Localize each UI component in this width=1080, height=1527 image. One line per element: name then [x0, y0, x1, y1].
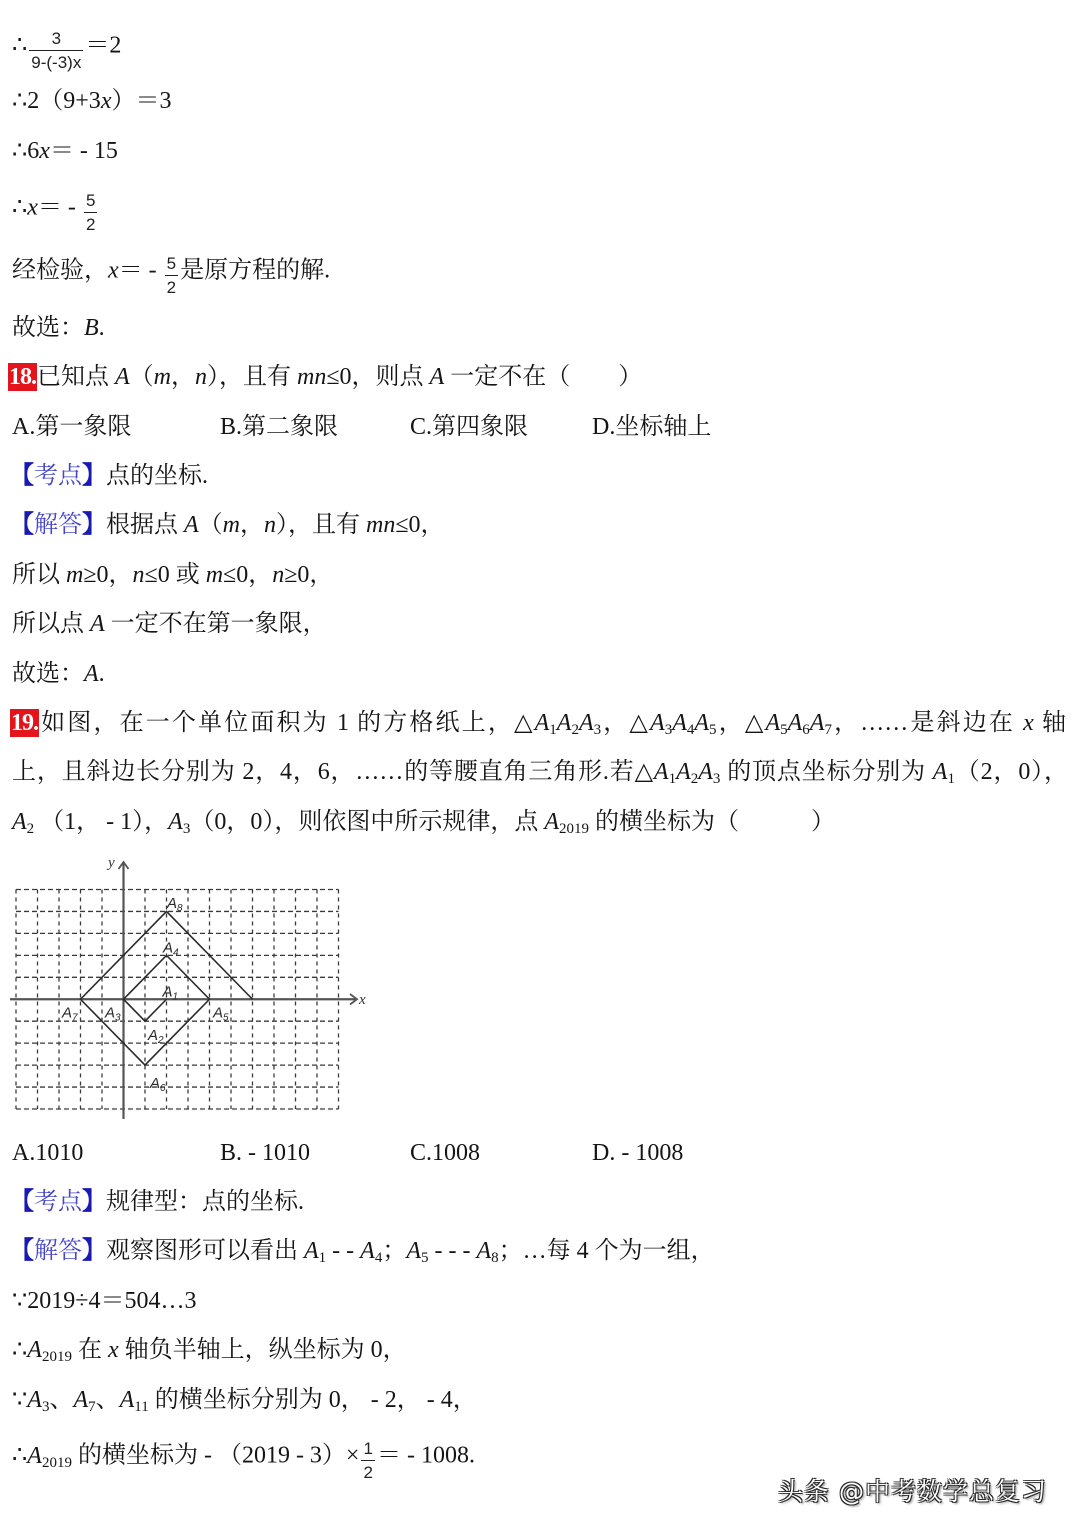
fraction-numerator: 3: [51, 29, 62, 48]
q18-option-c: C.第四象限: [410, 414, 529, 440]
subscript: 1: [668, 771, 677, 787]
q17-solution-line-4: [12, 187, 99, 235]
subscript: 6: [802, 722, 810, 738]
variable-letter: A: [676, 759, 691, 785]
bracket-close: 】: [82, 512, 106, 538]
math-variable: [84, 315, 99, 341]
variable-letter: A: [406, 1238, 421, 1264]
q19-stem-line-3: [12, 807, 835, 837]
q19-stem-line-1: [10, 708, 1066, 738]
variable-letter: A: [12, 809, 27, 835]
q18-option-b: B.第二象限: [220, 414, 339, 440]
text-run: 如图，在一个单位面积为 1 的方格纸上，△: [39, 710, 535, 736]
point-label-subscript: 1: [172, 991, 179, 1003]
subscript: 2019: [41, 1349, 72, 1365]
indexed-point: [476, 1238, 498, 1264]
indexed-point: [544, 809, 589, 835]
text-run: 一定不在第一象限，: [104, 611, 327, 637]
variable-letter: n: [272, 562, 285, 588]
subscript: 3: [593, 722, 602, 738]
section-tag-label: 解答: [34, 1238, 82, 1264]
fraction-numerator: 5: [166, 254, 177, 273]
text-run: 的横坐标分别为 0， - 2， - 4，: [148, 1387, 477, 1413]
section-tag-label: 解答: [34, 512, 82, 538]
q19-knowledge-point: [10, 1187, 304, 1217]
math-variable: [264, 512, 276, 538]
subscript: 5: [780, 722, 788, 738]
variable-letter: A: [809, 710, 825, 736]
text-run: 所以: [12, 562, 66, 588]
indexed-point: [73, 1387, 95, 1413]
text-run: 轴: [1033, 710, 1066, 736]
text-run: ≤0，则点: [326, 364, 430, 390]
question-number-badge: 18.: [9, 364, 36, 391]
q19-solution-line-1: [10, 1236, 715, 1266]
fraction-bar: [361, 1460, 374, 1461]
point-label-subscript: 4: [173, 947, 179, 959]
math-variable: [84, 661, 99, 687]
text-run: ≤0 或: [144, 562, 206, 588]
subscript: 3: [182, 821, 191, 837]
math-variable: [108, 258, 119, 284]
math-variable: [366, 512, 395, 538]
q19-options: [0, 1138, 1080, 1168]
variable-letter: A: [84, 661, 99, 687]
variable-letter: A: [650, 710, 665, 736]
indexed-point: [557, 710, 579, 736]
fraction: [361, 1439, 374, 1483]
variable-letter: A: [27, 1337, 42, 1363]
variable-letter: A: [787, 710, 803, 736]
text-run: 轴负半轴上，纵坐标为 0，: [118, 1337, 407, 1363]
text-run: 、: [95, 1387, 120, 1413]
text-run: 在: [71, 1337, 108, 1363]
indexed-point: [120, 1387, 149, 1413]
subscript: 11: [134, 1399, 149, 1415]
indexed-point: [698, 759, 720, 785]
section-tag: [10, 512, 106, 538]
text-run: ），且有: [276, 512, 367, 538]
variable-letter: m: [205, 562, 224, 588]
text-run: ）＝3: [111, 88, 172, 114]
bracket-open: 【: [10, 1238, 34, 1264]
fraction-denominator: 2: [166, 278, 177, 298]
bracket-open: 【: [10, 463, 34, 489]
subscript: 2019: [559, 821, 590, 837]
math-variable: [101, 88, 112, 114]
variable-letter: A: [184, 512, 199, 538]
fraction-numerator: 1: [363, 1439, 373, 1458]
text-run: （2，0），: [954, 759, 1068, 785]
indexed-point: [672, 710, 694, 736]
point-label-subscript: 8: [177, 902, 183, 914]
text-run: .: [98, 315, 105, 341]
text-run: 经检验，: [12, 257, 108, 284]
text-run: ＝2: [85, 32, 122, 59]
subscript: 1: [947, 771, 955, 787]
math-variable: [430, 364, 445, 390]
text-run: ≤0，: [223, 562, 273, 588]
text-run: - - -: [428, 1238, 477, 1264]
variable-letter: m: [66, 562, 84, 588]
subscript: 5: [709, 722, 717, 738]
text-run: ，△: [716, 710, 766, 736]
subscript: 3: [712, 771, 721, 787]
variable-letter: A: [304, 1238, 319, 1264]
indexed-point: [27, 1443, 72, 1469]
text-run: （: [198, 512, 223, 538]
subscript: 1: [318, 1250, 327, 1266]
point-label-letter: A: [150, 1075, 161, 1093]
indexed-point: [27, 1337, 72, 1363]
fraction-denominator: 9-(-3)x: [31, 53, 82, 73]
variable-letter: A: [168, 809, 183, 835]
q18-solution-line-1: [10, 510, 445, 540]
subscript: 1: [549, 722, 557, 738]
math-variable: [133, 562, 145, 588]
point-label-subscript: 3: [115, 1012, 121, 1024]
math-variable: [206, 562, 223, 588]
point-label-a8: [166, 895, 183, 914]
point-label-subscript: 2: [158, 1035, 164, 1047]
math-variable: [272, 562, 284, 588]
point-label-subscript: 5: [223, 1012, 229, 1024]
variable-letter: A: [578, 710, 594, 736]
bracket-close: 】: [82, 1189, 106, 1215]
subscript: 4: [686, 722, 695, 738]
indexed-point: [788, 710, 810, 736]
text-run: 故选：: [12, 315, 84, 341]
variable-letter: A: [27, 1387, 42, 1413]
q19-solution-line-5: [12, 1435, 475, 1483]
text-run: ≥0，: [83, 562, 133, 588]
variable-letter: A: [90, 611, 105, 637]
fraction-denominator: 2: [363, 1463, 373, 1483]
text-run: ≤0，: [395, 512, 445, 538]
x-axis-label: x: [359, 992, 366, 1008]
q19-option-c: C.1008: [410, 1140, 481, 1166]
point-label-subscript: 6: [160, 1083, 166, 1095]
question-number-badge: 19.: [11, 710, 38, 737]
text-run: ≥0，: [284, 562, 334, 588]
variable-letter: A: [765, 710, 781, 736]
subscript: 4: [374, 1250, 383, 1266]
variable-letter: A: [360, 1238, 375, 1264]
subscript: 5: [421, 1250, 429, 1266]
coordinate-grid-diagram: [0, 845, 380, 1130]
subscript: 2: [26, 821, 35, 837]
variable-letter: A: [534, 710, 550, 736]
text-run: ；: [382, 1238, 407, 1264]
point-label-letter: A: [105, 1004, 116, 1022]
subscript: 8: [491, 1250, 499, 1266]
q19-solution-line-3: [12, 1335, 407, 1365]
y-axis-label: y: [108, 855, 115, 871]
text-run: ，: [240, 512, 265, 538]
text-run: ∴2（9+3: [12, 88, 101, 114]
subscript: 2: [571, 722, 579, 738]
text-run: （: [129, 364, 154, 390]
variable-letter: x: [1023, 710, 1034, 736]
variable-letter: A: [115, 364, 130, 390]
variable-letter: mn: [297, 364, 327, 390]
math-variable: [154, 364, 171, 390]
text-run: 、: [49, 1387, 74, 1413]
q18-option-d: D.坐标轴上: [592, 414, 712, 440]
point-label-subscript: 7: [72, 1012, 78, 1024]
bracket-open: 【: [10, 512, 34, 538]
text-run: （0，0），则依图中所示规律，点: [190, 809, 545, 835]
point-label-a5: [212, 1004, 229, 1023]
section-tag-label: 考点: [34, 463, 82, 489]
text-run: 的顶点坐标分别为: [720, 759, 933, 785]
text-run: ∴: [12, 32, 28, 59]
text-run: 故选：: [12, 661, 84, 687]
math-variable: [66, 562, 83, 588]
variable-letter: x: [100, 88, 112, 114]
q18-knowledge-point: [10, 461, 208, 491]
q17-answer-line: [12, 313, 105, 343]
q19-solution-line-4: [12, 1385, 477, 1415]
point-label-letter: A: [213, 1004, 224, 1022]
indexed-point: [535, 710, 557, 736]
fraction-numerator: 5: [85, 191, 96, 210]
point-label-letter: A: [167, 894, 178, 912]
text-run: 的横坐标为 - （2019 - 3）×: [71, 1442, 360, 1469]
variable-letter: x: [39, 138, 50, 164]
text-run: ∴: [12, 194, 28, 221]
variable-letter: A: [672, 710, 687, 736]
indexed-point: [765, 710, 787, 736]
text-run: - -: [326, 1238, 361, 1264]
point-label-letter: A: [163, 939, 174, 957]
fraction-bar: [84, 212, 97, 213]
q17-solution-line-2: [12, 86, 171, 116]
text-run: ＝ -: [118, 257, 163, 284]
subscript: 2019: [41, 1454, 72, 1471]
q18-stem: [8, 362, 642, 392]
point-label-a1: [162, 983, 179, 1002]
indexed-point: [12, 809, 34, 835]
variable-letter: n: [132, 562, 145, 588]
subscript: 3: [664, 722, 673, 738]
text-run: ，: [171, 364, 196, 390]
bracket-close: 】: [82, 1238, 106, 1264]
variable-letter: B: [84, 315, 99, 341]
variable-letter: A: [694, 710, 710, 736]
q18-answer-line: [12, 659, 105, 689]
math-variable: [108, 1337, 119, 1363]
fraction: [29, 29, 83, 73]
text-run: 规律型：点的坐标.: [106, 1189, 304, 1215]
text-run: ；…每 4 个为一组，: [498, 1238, 715, 1264]
point-label-a3: [104, 1004, 121, 1023]
variable-letter: A: [476, 1238, 492, 1264]
variable-letter: A: [698, 759, 713, 785]
variable-letter: m: [222, 512, 241, 538]
indexed-point: [304, 1238, 326, 1264]
math-variable: [115, 364, 130, 390]
variable-letter: A: [73, 1387, 89, 1413]
q19-solution-line-2: [12, 1286, 196, 1316]
q18-solution-line-2: [12, 560, 333, 590]
text-run: ＝ - 1008.: [376, 1442, 475, 1469]
text-run: 的横坐标为（ ）: [589, 809, 836, 835]
text-run: ＝ - 15: [49, 138, 118, 164]
variable-letter: x: [108, 257, 119, 284]
math-variable: [39, 138, 50, 164]
subscript: 7: [824, 722, 832, 738]
text-run: （1， - 1），: [34, 809, 169, 835]
text-run: .: [98, 661, 105, 687]
q17-solution-line-1: [12, 25, 122, 73]
text-run: ∴: [12, 1442, 28, 1469]
bracket-open: 【: [10, 1189, 34, 1215]
subscript: 2: [690, 771, 699, 787]
variable-letter: A: [932, 759, 948, 785]
point-label-a2: [147, 1027, 164, 1046]
text-run: ∴6: [12, 138, 40, 164]
section-tag: [10, 463, 106, 489]
indexed-point: [579, 710, 601, 736]
q17-solution-line-3: [12, 136, 118, 166]
q19-stem-line-2: [12, 757, 1068, 787]
q19-option-b: B. - 1010: [220, 1140, 310, 1166]
text-run: ，△: [601, 710, 651, 736]
text-run: ∵2019÷4＝504…3: [12, 1288, 197, 1314]
section-tag: [10, 1238, 106, 1264]
variable-letter: x: [107, 1337, 119, 1363]
text-run: 已知点: [37, 364, 115, 390]
indexed-point: [654, 759, 676, 785]
indexed-point: [694, 710, 716, 736]
q17-verification-line: [12, 250, 331, 298]
variable-letter: mn: [366, 512, 396, 538]
variable-letter: A: [429, 364, 445, 390]
math-variable: [297, 364, 326, 390]
math-variable: [1023, 710, 1034, 736]
point-label-letter: A: [162, 983, 173, 1001]
math-variable: [184, 512, 199, 538]
point-label-a6: [149, 1075, 166, 1094]
text-run: ∵: [12, 1387, 28, 1413]
point-label-letter: A: [148, 1027, 159, 1045]
q18-solution-line-3: [12, 609, 327, 639]
variable-letter: A: [556, 710, 572, 736]
subscript: 7: [88, 1399, 96, 1415]
text-run: 一定不在（ ）: [444, 364, 643, 390]
math-variable: [27, 195, 38, 221]
text-run: ＝ -: [37, 194, 82, 221]
fraction-bar: [165, 275, 178, 276]
subscript: 3: [41, 1399, 50, 1415]
indexed-point: [933, 759, 955, 785]
variable-letter: A: [27, 1442, 42, 1469]
indexed-point: [360, 1238, 382, 1264]
text-run: ），且有: [207, 364, 298, 390]
indexed-point: [406, 1238, 428, 1264]
q19-option-a: A.1010: [12, 1140, 84, 1166]
q19-option-d: D. - 1008: [592, 1140, 684, 1166]
bracket-close: 】: [82, 463, 106, 489]
indexed-point: [810, 710, 832, 736]
fraction-bar: [29, 50, 83, 51]
indexed-point: [27, 1387, 49, 1413]
math-variable: [90, 611, 105, 637]
variable-letter: n: [195, 364, 208, 390]
indexed-point: [676, 759, 698, 785]
text-run: ∴: [12, 1337, 28, 1363]
indexed-point: [168, 809, 190, 835]
q18-options: [0, 412, 1080, 442]
text-run: 是原方程的解.: [180, 257, 331, 284]
indexed-point: [650, 710, 672, 736]
section-tag-label: 考点: [34, 1189, 82, 1215]
math-variable: [223, 512, 240, 538]
text-run: ，……是斜边在: [831, 710, 1024, 736]
text-run: 根据点: [106, 512, 184, 538]
variable-letter: x: [27, 194, 38, 221]
point-label-letter: A: [62, 1004, 73, 1022]
fraction: [165, 254, 178, 298]
fraction: [84, 191, 97, 235]
q18-option-a: A.第一象限: [12, 414, 132, 440]
variable-letter: m: [153, 364, 172, 390]
variable-letter: A: [119, 1387, 135, 1413]
variable-letter: A: [544, 809, 560, 835]
variable-letter: n: [264, 512, 277, 538]
text-run: 所以点: [12, 611, 90, 637]
text-run: 上，且斜边长分别为 2，4，6，……的等腰直角三角形.若△: [12, 759, 654, 785]
point-label-a4: [162, 939, 179, 958]
watermark: 头条 @中考数学总复习: [778, 1477, 1047, 1506]
text-run: 点的坐标.: [106, 463, 208, 489]
variable-letter: A: [653, 759, 669, 785]
section-tag: [10, 1189, 106, 1215]
fraction-denominator: 2: [85, 215, 96, 235]
point-label-a7: [61, 1004, 78, 1023]
text-run: 观察图形可以看出: [106, 1238, 304, 1264]
math-variable: [195, 364, 207, 390]
